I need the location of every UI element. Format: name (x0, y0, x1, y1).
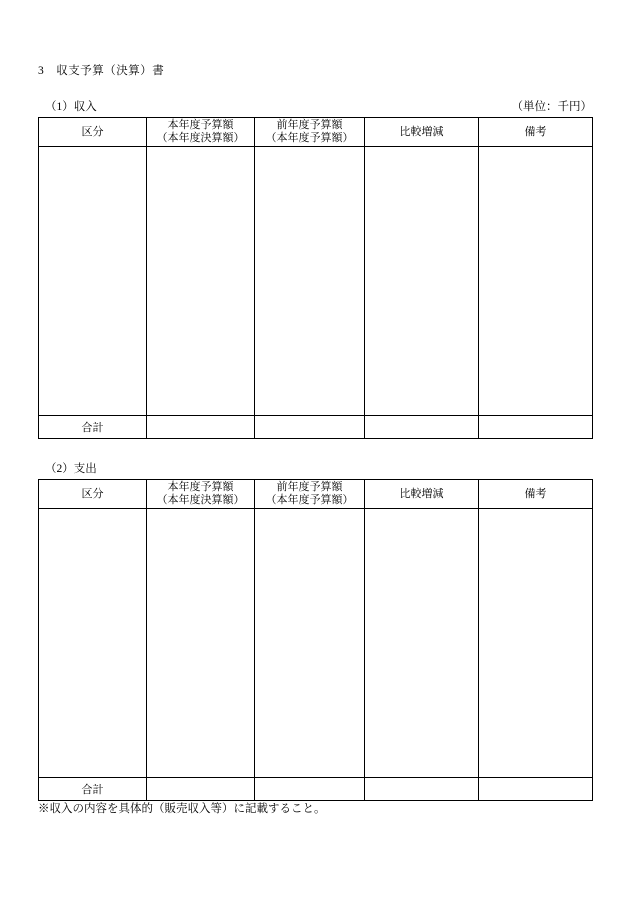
income-cell-kubun[interactable] (39, 147, 147, 416)
expense-col-honnendo-line1: 本年度予算額 (167, 481, 234, 493)
income-total-row[interactable] (39, 416, 593, 439)
income-col-kubun: 区分 (39, 118, 147, 147)
income-col-honnendo-line1: 本年度予算額 (167, 119, 234, 131)
expense-table (38, 479, 593, 801)
expense-col-zennendo-line1: 前年度予算額 (276, 481, 343, 493)
expense-total-label: 合計 (39, 778, 147, 801)
income-total-hikaku[interactable] (365, 416, 479, 439)
income-col-hikaku: 比較増減 (365, 118, 479, 147)
expense-col-honnendo-line2: （本年度決算額） (156, 494, 245, 506)
table-row[interactable] (39, 509, 593, 778)
page-title: 3 収支予算（決算）書 (38, 65, 165, 77)
expense-cell-kubun[interactable] (39, 509, 147, 778)
section-income-label: （1）収入 (45, 101, 97, 113)
expense-col-kubun: 区分 (39, 480, 147, 509)
income-total-biko[interactable] (479, 416, 593, 439)
income-total-honnendo[interactable] (147, 416, 255, 439)
expense-cell-zennendo[interactable] (255, 509, 365, 778)
footnote: ※収入の内容を具体的（販売収入等）に記載すること。 (38, 803, 326, 815)
income-col-biko: 備考 (479, 118, 593, 147)
income-cell-hikaku[interactable] (365, 147, 479, 416)
table-row[interactable] (39, 147, 593, 416)
section-expense-header (38, 460, 592, 477)
expense-total-zennendo[interactable] (255, 778, 365, 801)
income-col-zennendo-line1: 前年度予算額 (276, 119, 343, 131)
section-expense-label: （2）支出 (45, 463, 97, 475)
section-income-header (38, 98, 592, 115)
expense-cell-biko[interactable] (479, 509, 593, 778)
income-cell-biko[interactable] (479, 147, 593, 416)
expense-cell-honnendo[interactable] (147, 509, 255, 778)
unit-note: （単位：千円） (511, 101, 592, 113)
income-total-zennendo[interactable] (255, 416, 365, 439)
section-income (38, 98, 592, 439)
expense-total-honnendo[interactable] (147, 778, 255, 801)
income-col-honnendo-line2: （本年度決算額） (156, 132, 245, 144)
income-table (38, 117, 593, 439)
income-total-label: 合計 (39, 416, 147, 439)
income-cell-zennendo[interactable] (255, 147, 365, 416)
income-col-honnendo (147, 118, 255, 147)
expense-col-zennendo (255, 480, 365, 509)
expense-col-honnendo (147, 480, 255, 509)
section-expense (38, 460, 592, 801)
expense-total-row[interactable] (39, 778, 593, 801)
expense-col-biko: 備考 (479, 480, 593, 509)
expense-cell-hikaku[interactable] (365, 509, 479, 778)
expense-table-header-row (39, 480, 593, 509)
income-table-header-row (39, 118, 593, 147)
expense-total-hikaku[interactable] (365, 778, 479, 801)
income-col-zennendo-line2: （本年度予算額） (265, 132, 354, 144)
income-cell-honnendo[interactable] (147, 147, 255, 416)
income-col-zennendo (255, 118, 365, 147)
expense-col-hikaku: 比較増減 (365, 480, 479, 509)
expense-total-biko[interactable] (479, 778, 593, 801)
expense-col-zennendo-line2: （本年度予算額） (265, 494, 354, 506)
